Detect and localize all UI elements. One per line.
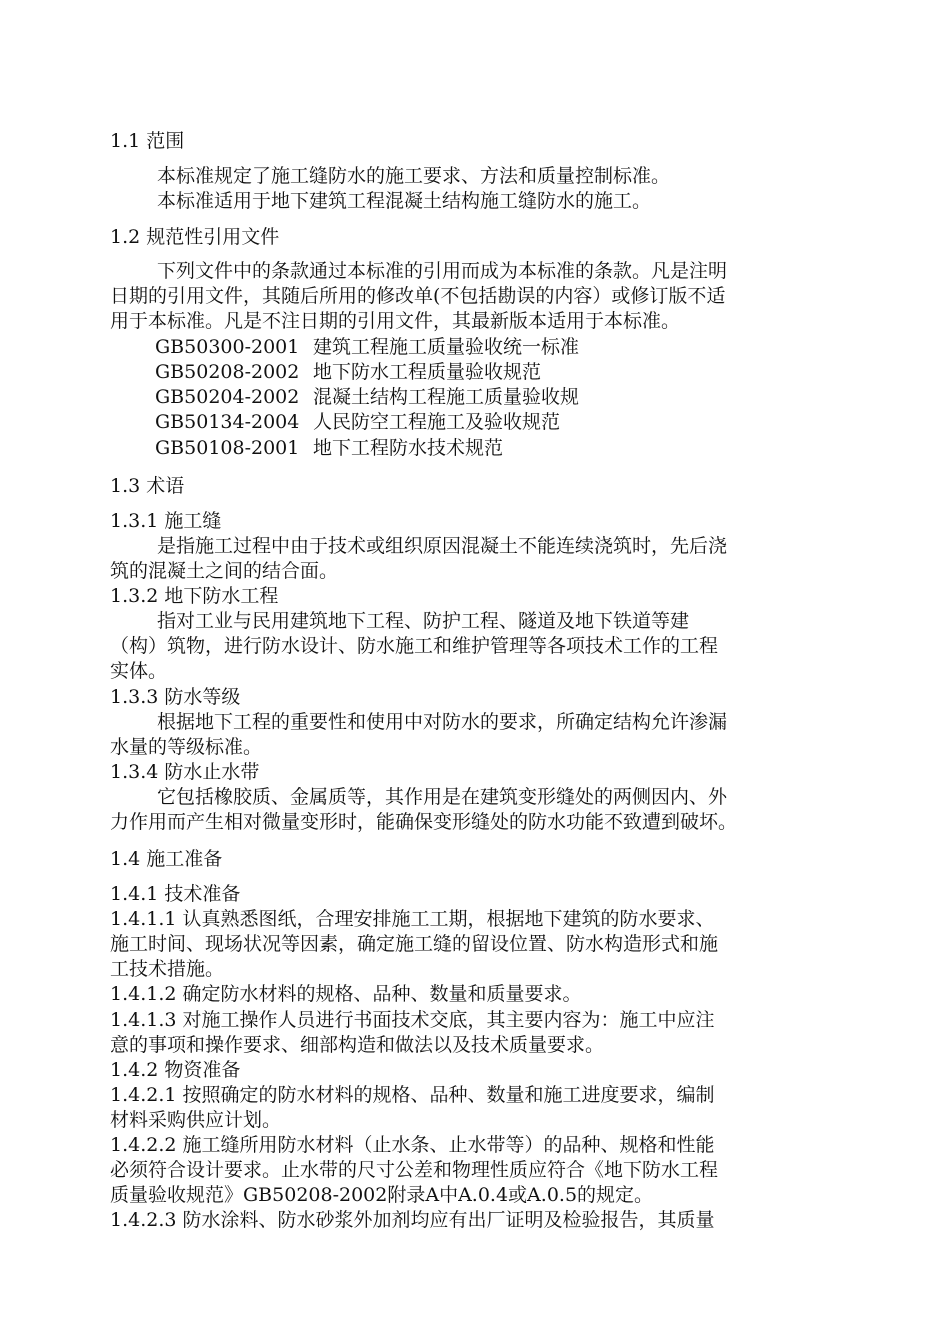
paragraph-line: 材料采购供应计划。 [110, 1109, 282, 1131]
reference-item [155, 360, 541, 384]
paragraph-line: 1.4.2.1 按照确定的防水材料的规格、品种、数量和施工进度要求，编制 [110, 1084, 715, 1106]
paragraph-line: 1.4.2.2 施工缝所用防水材料（止水条、止水带等）的品种、规格和性能 [110, 1134, 715, 1156]
paragraph-line: （构）筑物，进行防水设计、防水施工和维护管理等各项技术工作的工程 [110, 635, 719, 657]
paragraph-line: 本标准适用于地下建筑工程混凝土结构施工缝防水的施工。 [157, 190, 652, 212]
subsection-heading: 1.3.4 防水止水带 [110, 761, 260, 783]
reference-title: 地下工程防水技术规范 [313, 437, 504, 459]
reference-item [155, 385, 579, 409]
paragraph-line: 本标准规定了施工缝防水的施工要求、方法和质量控制标准。 [157, 165, 671, 187]
paragraph-line: 指对工业与民用建筑地下工程、防护工程、隧道及地下铁道等建 [157, 610, 690, 632]
paragraph-line: 施工时间、现场状况等因素，确定施工缝的留设位置、防水构造形式和施 [110, 933, 719, 955]
subsection-heading: 1.3.3 防水等级 [110, 686, 241, 708]
reference-title: 地下防水工程质量验收规范 [313, 361, 542, 383]
reference-title: 混凝土结构工程施工质量验收规 [313, 386, 580, 408]
subsection-heading: 1.3.1 施工缝 [110, 510, 222, 532]
reference-title: 建筑工程施工质量验收统一标准 [313, 336, 580, 358]
reference-code: GB50134-2004 [155, 411, 300, 433]
paragraph-line: 必须符合设计要求。止水带的尺寸公差和物理性质应符合《地下防水工程 [110, 1159, 719, 1181]
section-heading: 1.2 规范性引用文件 [110, 226, 280, 248]
paragraph-line: 力作用而产生相对微量变形时，能确保变形缝处的防水功能不致遭到破坏。 [110, 811, 738, 833]
paragraph-line: 它包括橡胶质、金属质等，其作用是在建筑变形缝处的两侧因内、外 [157, 786, 728, 808]
paragraph-line: 用于本标准。凡是不注日期的引用文件，其最新版本适用于本标准。 [110, 310, 681, 332]
reference-code: GB50204-2002 [155, 386, 300, 408]
paragraph-line: 下列文件中的条款通过本标准的引用而成为本标准的条款。凡是注明 [157, 260, 728, 282]
paragraph-line: 1.4.1.3 对施工操作人员进行书面技术交底，其主要内容为：施工中应注 [110, 1009, 715, 1031]
paragraph-line: 1.4.1.1 认真熟悉图纸，合理安排施工工期，根据地下建筑的防水要求、 [110, 908, 715, 930]
section-heading: 1.3 术语 [110, 475, 185, 497]
paragraph-line: 实体。 [110, 660, 168, 682]
paragraph-line: 水量的等级标准。 [110, 736, 263, 758]
paragraph-line: 意的事项和操作要求、细部构造和做法以及技术质量要求。 [110, 1034, 605, 1056]
reference-code: GB50300-2001 [155, 336, 300, 358]
reference-item [155, 410, 560, 434]
reference-code: GB50208-2002 [155, 361, 300, 383]
paragraph-line: 根据地下工程的重要性和使用中对防水的要求，所确定结构允许渗漏 [157, 711, 728, 733]
paragraph-line: 日期的引用文件，其随后所用的修改单(不包括勘误的内容）或修订版不适 [110, 285, 726, 307]
reference-item [155, 335, 579, 359]
paragraph-line: 是指施工过程中由于技术或组织原因混凝土不能连续浇筑时，先后浇 [157, 535, 728, 557]
paragraph-line: 筑的混凝土之间的结合面。 [110, 560, 339, 582]
paragraph-line: 1.4.1.2 确定防水材料的规格、品种、数量和质量要求。 [110, 983, 582, 1005]
section-heading: 1.1 范围 [110, 130, 185, 152]
reference-item [155, 436, 503, 460]
paragraph-line: 工技术措施。 [110, 958, 225, 980]
section-heading: 1.4 施工准备 [110, 848, 223, 870]
reference-title: 人民防空工程施工及验收规范 [313, 411, 561, 433]
subsection-heading: 1.3.2 地下防水工程 [110, 585, 279, 607]
subsection-heading: 1.4.2 物资准备 [110, 1059, 241, 1081]
paragraph-line: 1.4.2.3 防水涂料、防水砂浆外加剂均应有出厂证明及检验报告，其质量 [110, 1209, 715, 1231]
paragraph-line: 质量验收规范》GB50208-2002附录A中A.0.4或A.0.5的规定。 [110, 1184, 654, 1206]
reference-code: GB50108-2001 [155, 437, 300, 459]
subsection-heading: 1.4.1 技术准备 [110, 883, 241, 905]
